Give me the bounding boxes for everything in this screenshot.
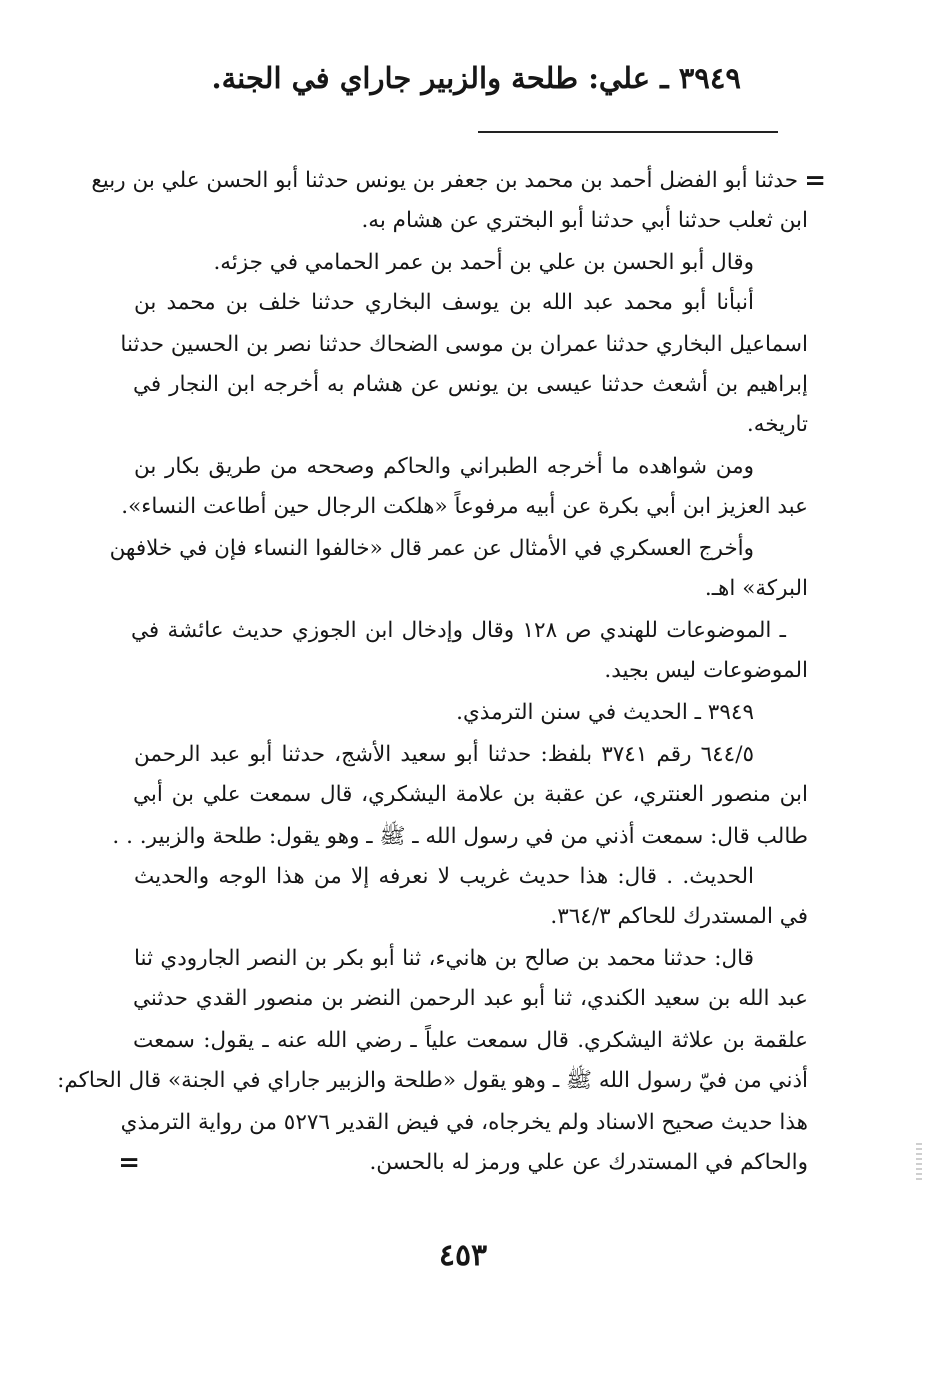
text-line: اسماعيل البخاري حدثنا عمران بن موسى الضحاك حدثنا نصر بن الحسين حدثنا bbox=[120, 332, 808, 357]
text-line: ابن منصور العنتري، عن عقبة بن علامة اليشكري، قال سمعت علي بن أبي bbox=[133, 782, 808, 807]
text-line: ـ الموضوعات للهندي ص ١٢٨ وقال وإدخال ابن الجوزي حديث عائشة في bbox=[131, 618, 786, 643]
heading-divider bbox=[478, 131, 778, 133]
text-line: إبراهيم بن أشعث حدثنا عيسى بن يونس عن هشام به أخرجه ابن النجار في bbox=[133, 372, 808, 397]
text-line: هذا حديث صحيح الاسناد ولم يخرجاه، في فيض القدير ٥٢٧٦ من رواية الترمذي bbox=[120, 1110, 808, 1135]
text-line: تاريخه. bbox=[746, 412, 808, 437]
text-line: عبد الله بن سعيد الكندي، ثنا أبو عبد الرحمن النضر بن منصور القدي حدثني bbox=[133, 986, 808, 1011]
text-line: الحديث. . قال: هذا حديث غريب لا نعرفه إلا من هذا الوجه والحديث bbox=[134, 864, 754, 889]
scan-edge-artifact bbox=[916, 1143, 922, 1183]
text-line: البركة» اهـ. bbox=[704, 576, 808, 601]
continuation-mark-bottom: = bbox=[118, 1148, 140, 1178]
text-line: عبد العزيز ابن أبي بكرة عن أبيه مرفوعاً «هلكت الرجال حين أطاعت النساء». bbox=[121, 494, 808, 519]
text-line: وقال أبو الحسن بن علي بن أحمد بن عمر الحمامي في جزئه. bbox=[213, 250, 754, 275]
text-line: في المستدرك للحاكم ٣٦٤/٣. bbox=[550, 904, 808, 929]
text-line: حدثنا أبو الفضل أحمد بن محمد بن جعفر بن يونس حدثنا أبو الحسن علي بن ربيع bbox=[91, 168, 798, 193]
text-line: ابن ثعلب حدثنا أبي حدثنا أبو البختري عن هشام به. bbox=[361, 208, 808, 233]
text-line: علقمة بن علاثة اليشكري. قال سمعت علياً ـ رضي الله عنه ـ يقول: سمعت bbox=[133, 1028, 808, 1053]
page-heading: ٣٩٤٩ ـ علي: طلحة والزبير جاراي في الجنة. bbox=[211, 61, 741, 95]
text-line: ومن شواهده ما أخرجه الطبراني والحاكم وصححه من طريق بكار بن bbox=[134, 454, 754, 479]
continuation-mark-top: = bbox=[804, 166, 826, 196]
body-text bbox=[0, 158, 926, 1198]
text-line: ٣٩٤٩ ـ الحديث في سنن الترمذي. bbox=[456, 700, 754, 725]
text-line: ٦٤٤/٥ رقم ٣٧٤١ بلفظ: حدثنا أبو سعيد الأشج، حدثنا أبو عبد الرحمن bbox=[134, 742, 755, 767]
text-line: طالب قال: سمعت أذني من في رسول الله ـ ﷺ ـ وهو يقول: طلحة والزبير. . . bbox=[112, 824, 808, 849]
text-line: قال: حدثنا محمد بن صالح بن هانيء، ثنا أبو بكر بن النصر الجارودي ثنا bbox=[134, 946, 754, 971]
text-line: الموضوعات ليس بجيد. bbox=[604, 658, 808, 683]
text-line: أذني من فيّ رسول الله ﷺ ـ وهو يقول «طلحة والزبير جاراي في الجنة» قال الحاكم: bbox=[57, 1068, 808, 1093]
page-number: ٤٥٣ bbox=[438, 1238, 488, 1273]
text-line: وأخرج العسكري في الأمثال عن عمر قال «خالفوا النساء فإن في خلافهن bbox=[109, 536, 754, 561]
text-line: أنبأنا أبو محمد عبد الله بن يوسف البخاري حدثنا خلف بن محمد بن bbox=[134, 290, 754, 315]
text-line: والحاكم في المستدرك عن علي ورمز له بالحسن. bbox=[369, 1150, 808, 1175]
